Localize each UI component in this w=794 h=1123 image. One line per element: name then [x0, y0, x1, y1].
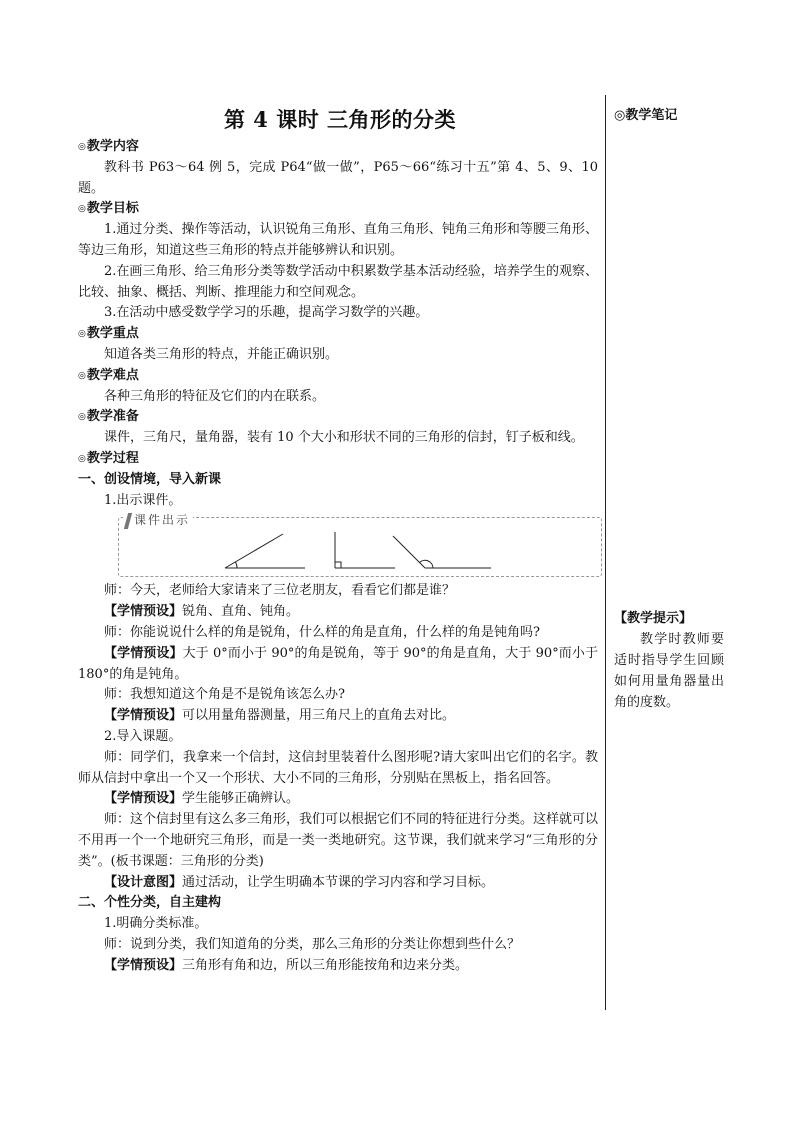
heading-text: 教学重点	[86, 326, 139, 342]
section-heading-key	[78, 324, 598, 345]
section-heading-process	[78, 449, 598, 470]
part1-step2: 2.导入课题。	[104, 728, 182, 744]
tip-title: 【教学提示】	[614, 611, 693, 626]
heading-mark: ◎	[78, 142, 86, 152]
design-text: 通过活动，让学生明确本节课的学习内容和学习目标。	[182, 874, 495, 890]
preset-line	[78, 644, 598, 686]
design-label: 【设计意图】	[104, 874, 183, 890]
page-title: 第 4 课时 三角形的分类	[223, 107, 457, 132]
heading-text: 教学内容	[86, 139, 139, 154]
preset-label: 【学情预设】	[104, 645, 183, 661]
key-text: 知道各类三角形的特点，并能正确识别。	[104, 346, 339, 362]
teacher-line: 师：说到分类，我们知道角的分类，那么三角形的分类让你想到些什么？	[104, 936, 521, 952]
teacher-line: 师：这个信封里有这么多三角形，我们可以根据它们不同的特征进行分类。这样就可以不用再一个一个地研究三角形，而是一类一类地研究。这节课，我们就来学习“三角形的分类”。(板书课题：三角形的分类)	[78, 812, 599, 869]
heading-mark: ◎	[78, 453, 86, 464]
heading-mark: ◎	[78, 412, 86, 423]
preset-text: 大于 0°而小于 90°的角是锐角，等于 90°的角是直角，大于 90°而小于 180°的角是钝角。	[78, 645, 598, 682]
obtuse-angle-figure	[393, 536, 491, 568]
preset-label: 【学情预设】	[104, 957, 183, 973]
courseware-box	[118, 513, 602, 577]
column-divider	[605, 95, 606, 1010]
goal-item: 2.在画三角形、给三角形分类等数学活动中积累数学基本活动经验，培养学生的观察、比较、抽象、概括、判断、推理能力和空间观念。	[78, 263, 598, 300]
goal-item: 1.通过分类、操作等活动，认识锐角三角形、直角三角形、钝角三角形和等腰三角形、等边三角形，知道这些三角形的特点并能够辨认和识别。	[78, 222, 598, 258]
preset-line	[78, 602, 598, 623]
tip-body: 教学时教师要适时指导学生回顾如何用量角器量出角的度数。	[614, 632, 724, 710]
part1-title: 一、创设情境，导入新课	[78, 471, 222, 487]
angles-figure	[119, 518, 601, 576]
difficulty-text: 各种三角形的特征及它们的内在联系。	[104, 388, 326, 404]
heading-text: 教学难点	[86, 367, 139, 383]
preset-label: 【学情预设】	[104, 604, 183, 620]
heading-mark: ◎	[78, 329, 86, 340]
acute-angle-figure	[225, 534, 305, 568]
preset-label: 【学情预设】	[104, 791, 183, 807]
heading-text: 教学过程	[86, 450, 139, 466]
preset-text: 锐角、直角、钝角。	[182, 604, 300, 620]
design-line	[78, 873, 598, 894]
lesson-content	[78, 137, 598, 976]
teacher-line: 师：今天，老师给大家请来了三位老朋友，看看它们都是谁？	[104, 583, 456, 599]
preset-text: 学生能够正确辨认。	[182, 791, 300, 807]
prep-text: 课件，三角尺，量角器，装有 10 个大小和形状不同的三角形的信封，钉子板和线。	[104, 430, 584, 446]
section-heading-content	[78, 137, 598, 158]
preset-text: 可以用量角器测量，用三角尺上的直角去对比。	[182, 708, 456, 724]
section-heading-difficulty	[78, 366, 598, 387]
goal-item: 3.在活动中感受数学学习的乐趣，提高学习数学的兴趣。	[104, 305, 429, 321]
part2-title: 二、个性分类，自主建构	[78, 895, 222, 911]
part2-step1: 1.明确分类标准。	[104, 916, 208, 932]
notes-heading: ◎教学笔记	[614, 108, 678, 123]
content-text: 教科书 P63～64 例 5，完成 P64“做一做”，P65～66“练习十五”第 4、5、9、10 题。	[78, 159, 598, 196]
section-heading-prep	[78, 407, 598, 428]
section-heading-goals	[78, 199, 598, 220]
preset-line	[78, 789, 598, 810]
preset-label: 【学情预设】	[104, 708, 183, 724]
teacher-line: 师：同学们，我拿来一个信封，这信封里装着什么图形呢?请大家叫出它们的名字。教师从信封中拿出一个又一个形状、大小不同的三角形，分别贴在黑板上，指名回答。	[78, 749, 598, 786]
heading-text: 教学准备	[86, 409, 139, 425]
teacher-line: 师：你能说说什么样的角是锐角，什么样的角是直角，什么样的角是钝角吗?	[104, 624, 540, 640]
teaching-tip	[614, 608, 724, 713]
preset-text: 三角形有角和边，所以三角形能按角和边来分类。	[182, 957, 469, 973]
preset-line	[78, 956, 598, 977]
preset-line	[78, 706, 598, 727]
heading-mark: ◎	[78, 204, 86, 215]
courseware-label: 课件出示	[134, 513, 191, 528]
part1-step1: 1.出示课件。	[104, 492, 182, 508]
teacher-line: 师：我想知道这个角是不是锐角该怎么办?	[104, 687, 345, 703]
heading-mark: ◎	[78, 370, 86, 381]
right-angle-figure	[335, 532, 395, 568]
heading-text: 教学目标	[86, 201, 139, 217]
